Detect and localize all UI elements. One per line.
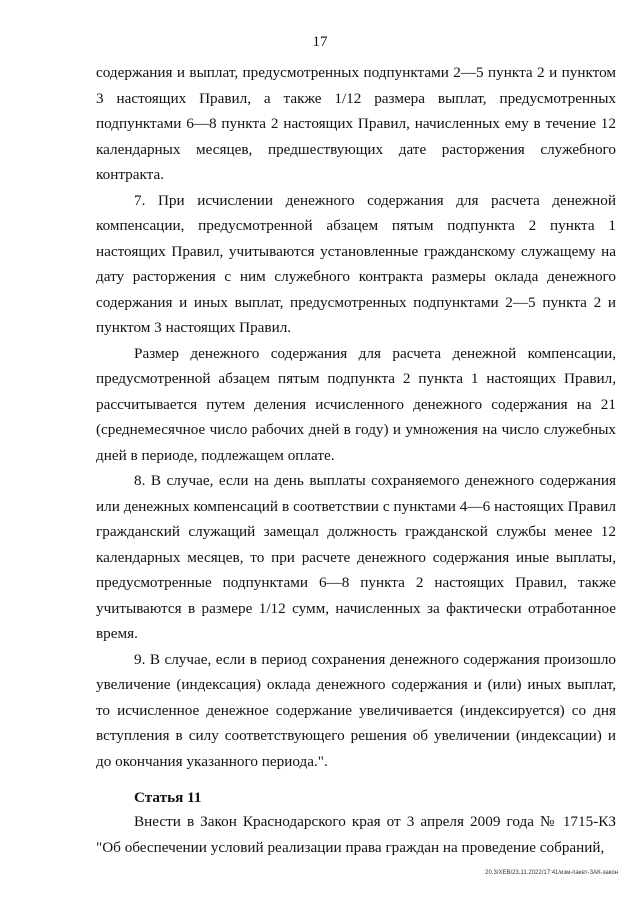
- footer-stamp: 20.3/ХЕВ/23.11.2022/17:41/изм-пакет-ЗАК-закон: [485, 870, 618, 876]
- article-paragraph: Внести в Закон Краснодарского края от 3 апреля 2009 года № 1715-КЗ "Об обеспечении условий реализации права граждан на проведение собраний,: [96, 813, 616, 856]
- paragraph-item-9: 9. В случае, если в период сохранения денежного содержания произошло увеличение (индексация) оклада денежного содержания и (или) иных выплат, то исчисленное денежное содержание увеличивается (индексируется) со дня вступления в силу соответствующего решения об увеличении (индексации) и до окончания указанного периода.".: [96, 650, 616, 770]
- document-body: [96, 60, 616, 774]
- paragraph-item-8: 8. В случае, если на день выплаты сохраняемого денежного содержания или денежных компенсаций в соответствии с пунктами 4—6 настоящих Правил гражданский служащий замещал должность гражданской службы менее 12 календарных месяцев, то при расчете денежного содержания иные выплаты, предусмотренные подпунктами 6—8 пункта 2 настоящих Правил, также учитываются в размере 1/12 сумм, начисленных за фактически отработанное время.: [96, 472, 616, 642]
- paragraph-continuation: содержания и выплат, предусмотренных подпунктами 2—5 пункта 2 и пунктом 3 настоящих Правил, а также 1/12 размера выплат, предусмотренных подпунктами 6—8 пункта 2 настоящих Правил, начисленных ему в течение 12 календарных месяцев, предшествующих дате расторжения служебного контракта.: [96, 64, 616, 183]
- article-body: [96, 809, 616, 860]
- paragraph-item-7: 7. При исчислении денежного содержания для расчета денежной компенсации, предусмотренной абзацем пятым подпункта 2 пункта 1 настоящих Правил, учитываются установленные гражданскому служащему на дату расторжения с ним служебного контракта размеры оклада денежного содержания и иных выплат, предусмотренных подпунктами 2—5 пункта 2 и пунктом 3 настоящих Правил.: [96, 191, 616, 336]
- paragraph-compensation-size: Размер денежного содержания для расчета денежной компенсации, предусмотренной абзацем пятым подпункта 2 пункта 1 настоящих Правил, рассчитывается путем деления исчисленного денежного содержания на 21 (среднемесячное число рабочих дней в году) и умножения на число служебных дней в периоде, подлежащем оплате.: [96, 344, 616, 464]
- page-number: 17: [312, 34, 328, 50]
- article-heading: Статья 11: [134, 789, 202, 806]
